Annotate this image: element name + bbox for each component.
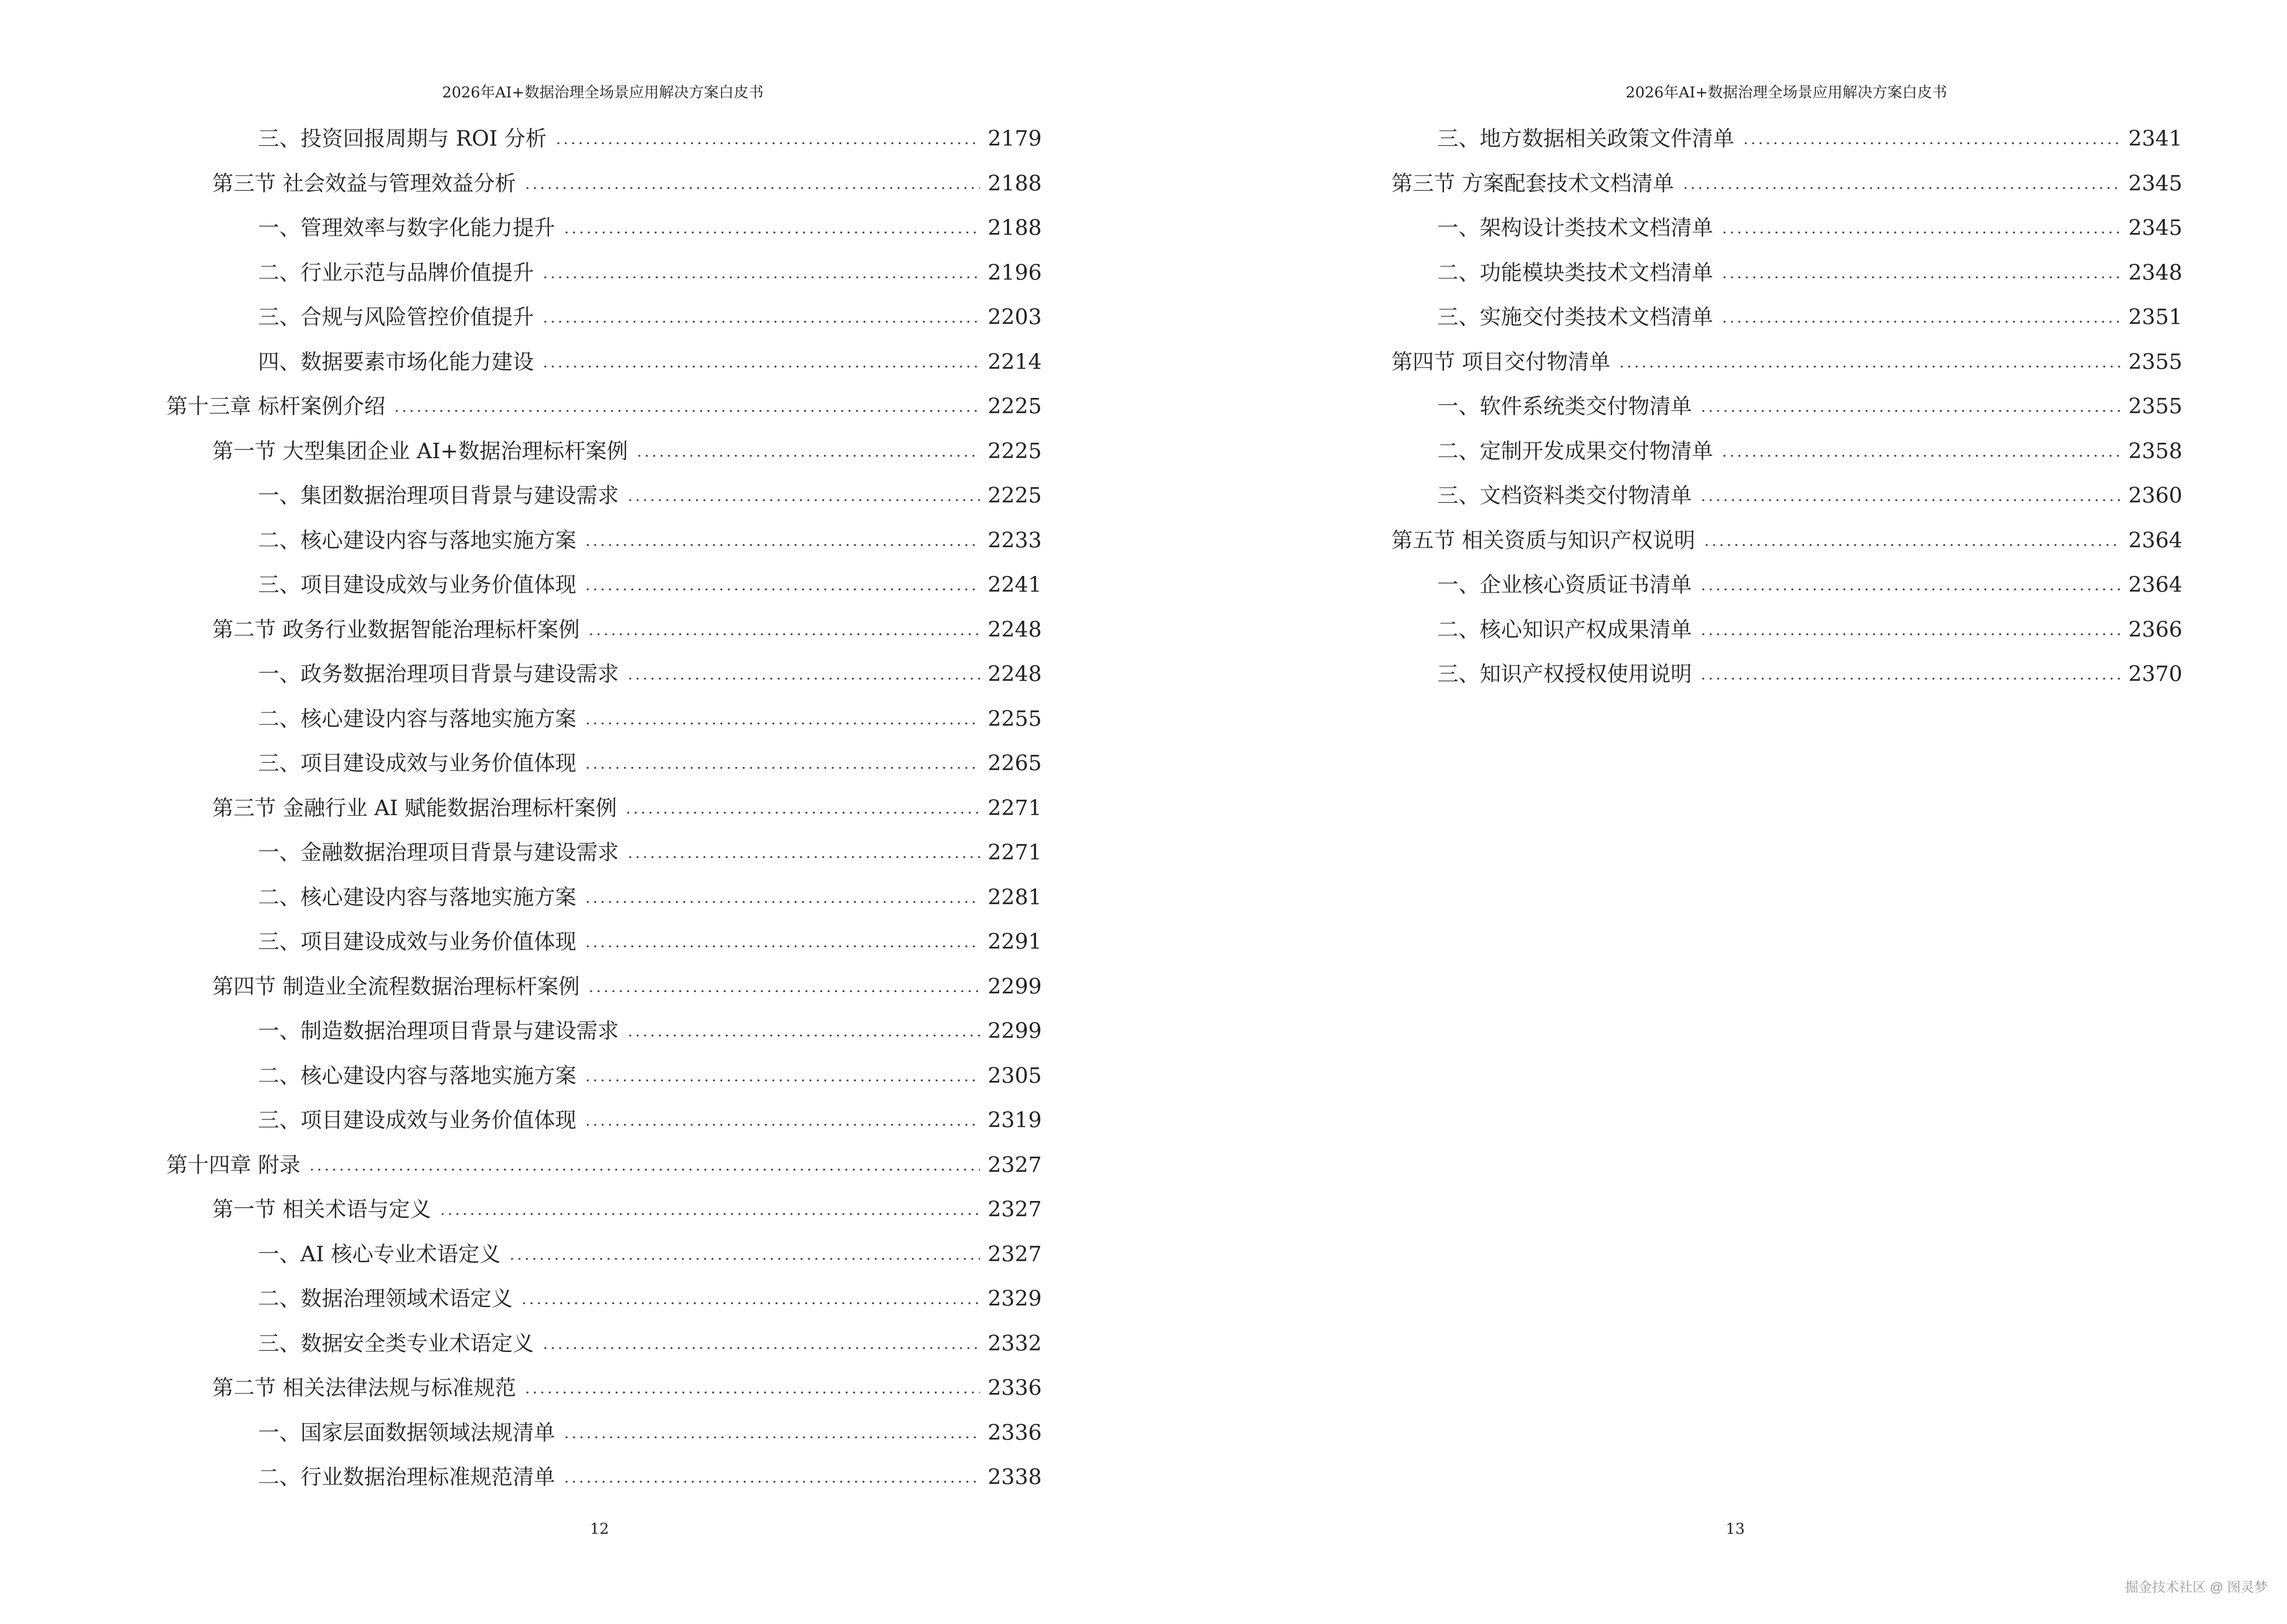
toc-entry[interactable] xyxy=(1346,295,2182,340)
toc-entry-page: 2355 xyxy=(2128,349,2182,374)
toc-entry-title: 二、行业数据治理标准规范清单 xyxy=(258,1465,555,1490)
dot-leader xyxy=(626,1035,980,1037)
toc-entry[interactable] xyxy=(166,563,1042,608)
toc-entry-page: 2329 xyxy=(988,1286,1042,1311)
toc-entry[interactable] xyxy=(166,652,1042,697)
toc-entry-title: 一、AI 核心专业术语定义 xyxy=(258,1242,501,1267)
dot-leader xyxy=(1700,633,2121,635)
dot-leader xyxy=(1682,187,2121,189)
toc-entry-title: 第三节 社会效益与管理效益分析 xyxy=(212,171,516,196)
running-header: 2026年AI+数据治理全场景应用解决方案白皮书 xyxy=(442,84,764,101)
dot-leader xyxy=(555,142,980,144)
dot-leader xyxy=(584,767,980,769)
toc-page-right xyxy=(1143,0,2287,1624)
toc-entry[interactable] xyxy=(166,1009,1042,1054)
toc-entry[interactable] xyxy=(166,340,1042,385)
toc-entry[interactable] xyxy=(166,741,1042,786)
toc-entry-title: 三、知识产权授权使用说明 xyxy=(1437,662,1692,687)
dot-leader xyxy=(626,856,980,858)
dot-leader xyxy=(542,1347,980,1349)
toc-entry-page: 2327 xyxy=(988,1197,1042,1222)
toc-entry-page: 2265 xyxy=(988,751,1042,776)
dot-leader xyxy=(393,410,980,412)
dot-leader xyxy=(520,1302,980,1304)
dot-leader xyxy=(584,723,980,724)
toc-entry-title: 二、核心建设内容与落地实施方案 xyxy=(258,1063,576,1088)
toc-entry-page: 2291 xyxy=(988,929,1042,955)
toc-entry-title: 二、核心建设内容与落地实施方案 xyxy=(258,885,576,910)
toc-entry[interactable] xyxy=(166,474,1042,519)
dot-leader xyxy=(584,945,980,947)
toc-entry-title: 三、项目建设成效与业务价值体现 xyxy=(258,751,576,776)
toc-entry-page: 2233 xyxy=(988,528,1042,553)
toc-entry-page: 2255 xyxy=(988,706,1042,731)
dot-leader xyxy=(1721,232,2121,233)
toc-entry[interactable] xyxy=(166,206,1042,251)
toc-entry[interactable] xyxy=(166,1455,1042,1500)
toc-entry-page: 2188 xyxy=(988,216,1042,241)
toc-entry-title: 第二节 相关法律法规与标准规范 xyxy=(212,1376,516,1401)
dot-leader xyxy=(625,812,980,814)
dot-leader xyxy=(1703,544,2121,546)
dot-leader xyxy=(1742,142,2121,144)
toc-entry-title: 第十四章 附录 xyxy=(166,1152,300,1177)
dot-leader xyxy=(584,1124,980,1126)
toc-entry-page: 2351 xyxy=(2128,305,2182,330)
toc-entry-page: 2327 xyxy=(988,1242,1042,1267)
toc-entry-title: 第四节 项目交付物清单 xyxy=(1391,349,1610,374)
toc-entry-title: 三、文档资料类交付物清单 xyxy=(1437,483,1692,508)
toc-entry-page: 2248 xyxy=(988,662,1042,687)
toc-entry-page: 2366 xyxy=(2128,617,2182,642)
dot-leader xyxy=(1721,276,2121,278)
dot-leader xyxy=(1721,455,2121,457)
toc-entry[interactable] xyxy=(166,251,1042,296)
dot-leader xyxy=(542,276,980,278)
toc-entry-page: 2241 xyxy=(988,573,1042,598)
toc-entry[interactable] xyxy=(166,831,1042,875)
toc-entry[interactable] xyxy=(166,786,1042,831)
toc-page-left xyxy=(0,0,1143,1624)
toc-entry-page: 2348 xyxy=(2128,260,2182,285)
toc-entry-title: 四、数据要素市场化能力建设 xyxy=(258,349,534,374)
toc-entry-page: 2355 xyxy=(2128,394,2182,419)
dot-leader xyxy=(1721,321,2121,323)
toc-entry-page: 2336 xyxy=(988,1376,1042,1401)
toc-entry-title: 一、集团数据治理项目背景与建设需求 xyxy=(258,483,619,508)
toc-entry[interactable] xyxy=(166,162,1042,206)
toc-entry[interactable] xyxy=(166,1411,1042,1456)
toc-entry-page: 2188 xyxy=(988,171,1042,196)
dot-leader xyxy=(308,1169,980,1171)
toc-entry[interactable] xyxy=(1346,474,2182,519)
toc-entry-title: 二、定制开发成果交付物清单 xyxy=(1437,438,1713,464)
toc-entry-page: 2225 xyxy=(988,483,1042,508)
toc-list xyxy=(166,117,1042,1500)
dot-leader xyxy=(1700,588,2121,590)
dot-leader xyxy=(584,588,980,590)
dot-leader xyxy=(1700,678,2121,680)
toc-entry-page: 2225 xyxy=(988,438,1042,464)
toc-entry-page: 2271 xyxy=(988,840,1042,865)
toc-entry-title: 三、项目建设成效与业务价值体现 xyxy=(258,1108,576,1133)
dot-leader xyxy=(1618,366,2121,368)
toc-entry-page: 2248 xyxy=(988,617,1042,642)
toc-entry-title: 一、国家层面数据领域法规清单 xyxy=(258,1420,555,1445)
dot-leader xyxy=(584,544,980,546)
dot-leader xyxy=(524,187,980,189)
dot-leader xyxy=(584,901,980,903)
toc-entry[interactable] xyxy=(166,1098,1042,1143)
toc-entry[interactable] xyxy=(166,1366,1042,1411)
toc-entry-title: 第一节 相关术语与定义 xyxy=(212,1197,431,1222)
dot-leader xyxy=(563,1481,980,1483)
toc-entry-title: 三、项目建设成效与业务价值体现 xyxy=(258,929,576,955)
toc-entry[interactable] xyxy=(166,965,1042,1010)
dot-leader xyxy=(584,1079,980,1081)
toc-entry[interactable] xyxy=(166,1143,1042,1188)
toc-entry[interactable] xyxy=(166,875,1042,920)
toc-entry-title: 二、核心建设内容与落地实施方案 xyxy=(258,706,576,731)
toc-entry-title: 一、制造数据治理项目背景与建设需求 xyxy=(258,1019,619,1044)
toc-entry-page: 2332 xyxy=(988,1331,1042,1356)
toc-entry-title: 第三节 方案配套技术文档清单 xyxy=(1391,171,1674,196)
toc-entry-page: 2345 xyxy=(2128,171,2182,196)
toc-entry-page: 2319 xyxy=(988,1108,1042,1133)
toc-entry[interactable] xyxy=(1346,340,2182,385)
toc-entry-title: 一、软件系统类交付物清单 xyxy=(1437,394,1692,419)
toc-entry-page: 2360 xyxy=(2128,483,2182,508)
toc-entry-title: 第五节 相关资质与知识产权说明 xyxy=(1391,528,1695,553)
toc-entry[interactable] xyxy=(166,384,1042,429)
toc-entry-page: 2305 xyxy=(988,1063,1042,1088)
toc-entry-title: 第十三章 标杆案例介绍 xyxy=(166,394,385,419)
toc-entry-page: 2281 xyxy=(988,885,1042,910)
toc-entry[interactable] xyxy=(166,1322,1042,1366)
toc-entry-title: 一、架构设计类技术文档清单 xyxy=(1437,216,1713,241)
running-header: 2026年AI+数据治理全场景应用解决方案白皮书 xyxy=(1625,84,1947,101)
toc-entry-page: 2214 xyxy=(988,349,1042,374)
toc-entry-page: 2299 xyxy=(988,974,1042,999)
toc-entry[interactable] xyxy=(1346,206,2182,251)
toc-entry[interactable] xyxy=(166,117,1042,162)
toc-entry[interactable] xyxy=(1346,429,2182,474)
dot-leader xyxy=(626,678,980,680)
toc-entry-title: 第一节 大型集团企业 AI+数据治理标杆案例 xyxy=(212,438,628,464)
toc-entry-page: 2179 xyxy=(988,126,1042,151)
toc-entry-page: 2338 xyxy=(988,1465,1042,1490)
toc-entry-title: 二、功能模块类技术文档清单 xyxy=(1437,260,1713,285)
dot-leader xyxy=(636,455,980,457)
toc-entry[interactable] xyxy=(166,1187,1042,1232)
toc-entry[interactable] xyxy=(1346,117,2182,162)
toc-entry-title: 三、实施交付类技术文档清单 xyxy=(1437,305,1713,330)
toc-entry-title: 二、数据治理领域术语定义 xyxy=(258,1286,513,1311)
toc-entry[interactable] xyxy=(1346,384,2182,429)
toc-entry[interactable] xyxy=(166,295,1042,340)
toc-entry-title: 三、地方数据相关政策文件清单 xyxy=(1437,126,1734,151)
dot-leader xyxy=(439,1213,980,1215)
toc-entry[interactable] xyxy=(1346,519,2182,563)
toc-entry-page: 2271 xyxy=(988,795,1042,820)
dot-leader xyxy=(524,1392,980,1393)
toc-entry[interactable] xyxy=(1346,608,2182,653)
toc-entry-title: 三、合规与风险管控价值提升 xyxy=(258,305,534,330)
toc-entry-title: 第四节 制造业全流程数据治理标杆案例 xyxy=(212,974,580,999)
toc-entry[interactable] xyxy=(166,697,1042,742)
dot-leader xyxy=(563,1436,980,1438)
page-number: 13 xyxy=(1726,1520,1745,1538)
toc-entry-title: 二、核心知识产权成果清单 xyxy=(1437,617,1692,642)
dot-leader xyxy=(587,633,980,635)
dot-leader xyxy=(1700,499,2121,501)
toc-entry-page: 2345 xyxy=(2128,216,2182,241)
toc-entry-title: 二、行业示范与品牌价值提升 xyxy=(258,260,534,285)
toc-entry-page: 2370 xyxy=(2128,662,2182,687)
toc-entry[interactable] xyxy=(166,1054,1042,1099)
watermark: 掘金技术社区 @ 图灵梦 xyxy=(2125,1580,2268,1595)
toc-entry-title: 三、数据安全类专业术语定义 xyxy=(258,1331,534,1356)
toc-entry-page: 2336 xyxy=(988,1420,1042,1445)
toc-entry-title: 第二节 政务行业数据智能治理标杆案例 xyxy=(212,617,580,642)
dot-leader xyxy=(542,321,980,323)
page-number: 12 xyxy=(590,1520,609,1538)
toc-entry-page: 2299 xyxy=(988,1019,1042,1044)
toc-entry[interactable] xyxy=(166,519,1042,563)
toc-entry[interactable] xyxy=(166,1277,1042,1322)
toc-entry-page: 2327 xyxy=(988,1152,1042,1177)
toc-entry-page: 2364 xyxy=(2128,528,2182,553)
toc-entry-title: 一、管理效率与数字化能力提升 xyxy=(258,216,555,241)
toc-entry-page: 2341 xyxy=(2128,126,2182,151)
toc-entry-title: 一、企业核心资质证书清单 xyxy=(1437,573,1692,598)
toc-entry-page: 2225 xyxy=(988,394,1042,419)
toc-entry[interactable] xyxy=(166,608,1042,653)
toc-entry[interactable] xyxy=(1346,563,2182,608)
dot-leader xyxy=(587,990,980,992)
toc-entry[interactable] xyxy=(1346,162,2182,206)
toc-entry[interactable] xyxy=(166,429,1042,474)
toc-entry-title: 三、项目建设成效与业务价值体现 xyxy=(258,573,576,598)
dot-leader xyxy=(1700,410,2121,412)
dot-leader xyxy=(563,232,980,233)
toc-entry-title: 三、投资回报周期与 ROI 分析 xyxy=(258,126,547,151)
toc-entry-title: 一、金融数据治理项目背景与建设需求 xyxy=(258,840,619,865)
toc-entry-title: 一、政务数据治理项目背景与建设需求 xyxy=(258,662,619,687)
dot-leader xyxy=(542,366,980,368)
toc-entry[interactable] xyxy=(1346,251,2182,296)
toc-entry[interactable] xyxy=(1346,652,2182,697)
toc-entry[interactable] xyxy=(166,1232,1042,1277)
dot-leader xyxy=(508,1258,980,1260)
toc-entry-page: 2196 xyxy=(988,260,1042,285)
toc-list xyxy=(1346,117,2182,697)
toc-entry-title: 第三节 金融行业 AI 赋能数据治理标杆案例 xyxy=(212,795,617,820)
toc-entry-page: 2358 xyxy=(2128,438,2182,464)
toc-entry-page: 2203 xyxy=(988,305,1042,330)
toc-entry-page: 2364 xyxy=(2128,573,2182,598)
toc-entry[interactable] xyxy=(166,920,1042,965)
dot-leader xyxy=(626,499,980,501)
toc-entry-title: 二、核心建设内容与落地实施方案 xyxy=(258,528,576,553)
